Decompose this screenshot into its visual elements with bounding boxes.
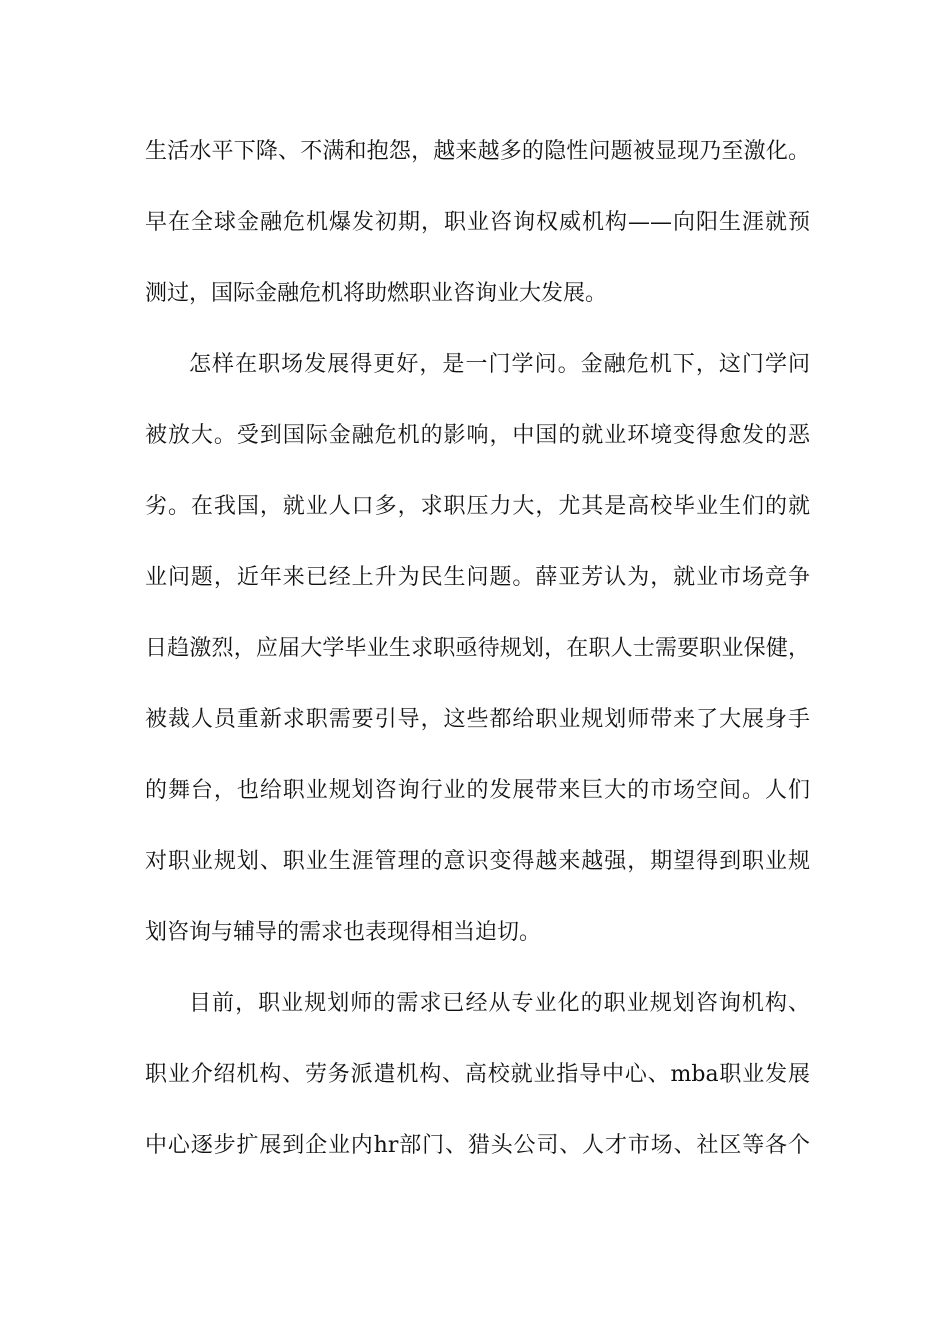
text-line: 目前，职业规划师的需求已经从专业化的职业规划咨询机构、 xyxy=(189,991,810,1016)
text-line: 被放大。受到国际金融危机的影响，中国的就业环境变得愈发的恶 xyxy=(145,423,810,448)
text-line: 生活水平下降、不满和抱怨，越来越多的隐性问题被显现乃至激化。 xyxy=(145,139,810,164)
text-line: 业问题，近年来已经上升为民生问题。薛亚芳认为，就业市场竞争 xyxy=(145,565,810,590)
text-line: 职业介绍机构、劳务派遣机构、高校就业指导中心、mba职业发展 xyxy=(145,1062,810,1087)
text-line: 怎样在职场发展得更好，是一门学问。金融危机下，这门学问 xyxy=(189,352,810,377)
text-line: 中心逐步扩展到企业内hr部门、猎头公司、人才市场、社区等各个 xyxy=(145,1133,810,1158)
text-line: 被裁人员重新求职需要引导，这些都给职业规划师带来了大展身手 xyxy=(145,707,810,732)
text-line: 测过，国际金融危机将助燃职业咨询业大发展。 xyxy=(145,281,608,306)
text-line: 对职业规划、职业生涯管理的意识变得越来越强，期望得到职业规 xyxy=(145,849,810,874)
text-line: 早在全球金融危机爆发初期，职业咨询权威机构——向阳生涯就预 xyxy=(145,210,810,235)
text-line: 劣。在我国，就业人口多，求职压力大，尤其是高校毕业生们的就 xyxy=(145,494,810,519)
text-line: 的舞台，也给职业规划咨询行业的发展带来巨大的市场空间。人们 xyxy=(145,778,810,803)
text-line: 日趋激烈，应届大学毕业生求职亟待规划，在职人士需要职业保健， xyxy=(145,636,810,661)
paragraph-2 xyxy=(145,341,810,956)
paragraph-3 xyxy=(145,980,810,1169)
document-body xyxy=(145,128,810,1193)
text-line: 划咨询与辅导的需求也表现得相当迫切。 xyxy=(145,920,542,945)
paragraph-1 xyxy=(145,128,810,317)
